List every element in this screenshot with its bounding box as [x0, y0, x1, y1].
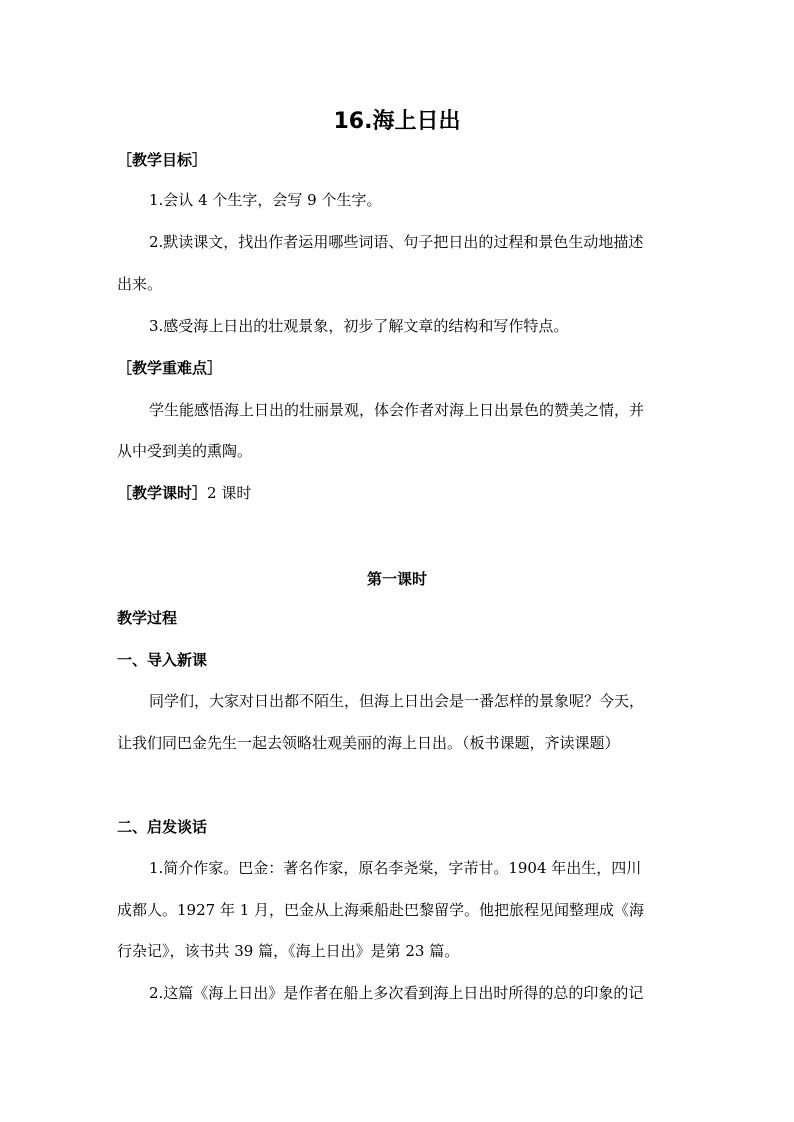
section-2-p1-line-3: 行杂记》，该书共 39 篇，《海上日出》是第 23 篇。: [117, 942, 460, 960]
section-2-p1-line-1: 1.简介作家。巴金：著名作家，原名李尧棠，字芾甘。1904 年出生，四川: [149, 859, 642, 877]
objective-item-2-line-2: 出来。: [117, 275, 163, 293]
key-points-line-2: 从中受到美的熏陶。: [117, 442, 253, 460]
class-hours: [117, 483, 251, 503]
section-2-heading: 二、启发谈话: [117, 818, 208, 836]
section-1-line-2: 让我们同巴金先生一起去领略壮观美丽的海上日出。（板书课题，齐读课题）: [117, 734, 620, 752]
class-hours-value: 2 课时: [207, 484, 252, 502]
section-1-line-1: 同学们，大家对日出都不陌生，但海上日出会是一番怎样的景象呢？今天，: [149, 692, 645, 710]
section-2-p2-line-1: 2.这篇《海上日出》是作者在船上多次看到海上日出时所得的总的印象的记: [149, 984, 644, 1002]
section-2-p1-line-2: 成都人。1927 年 1 月，巴金从上海乘船赴巴黎留学。他把旅程见闻整理成《海: [117, 901, 645, 919]
objective-item-3: 3.感受海上日出的壮观景象，初步了解文章的结构和写作特点。: [149, 317, 569, 335]
page-title: 16.海上日出: [333, 109, 461, 134]
objectives-heading: ［教学目标］: [117, 151, 208, 169]
key-points-line-1: 学生能感悟海上日出的壮丽景观，体会作者对海上日出景色的赞美之情，并: [149, 401, 645, 419]
class-hours-heading: ［教学课时］: [117, 484, 208, 502]
objective-item-1: 1.会认 4 个生字，会写 9 个生字。: [149, 191, 382, 209]
lesson-title: 第一课时: [366, 570, 427, 588]
key-points-heading: ［教学重难点］: [117, 359, 223, 377]
process-heading: 教学过程: [117, 609, 178, 627]
section-1-heading: 一、导入新课: [117, 651, 208, 669]
objective-item-2-line-1: 2.默读课文，找出作者运用哪些词语、句子把日出的过程和景色生动地描述: [149, 233, 644, 251]
